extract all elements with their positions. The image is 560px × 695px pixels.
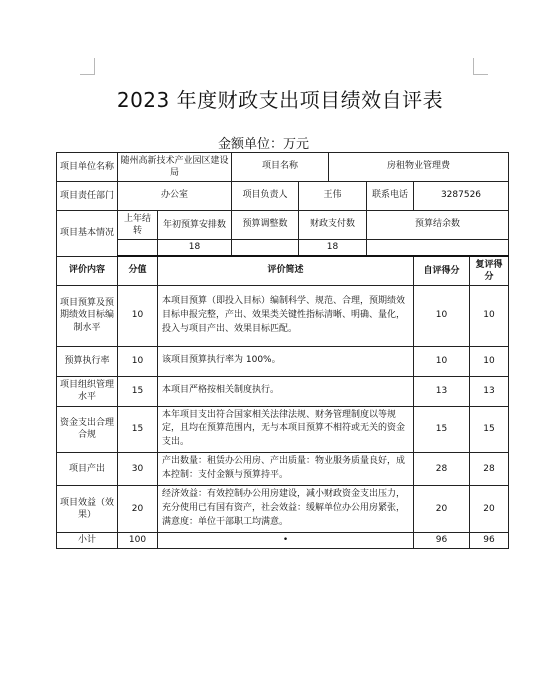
content-header: 评价内容 [57, 256, 118, 285]
table-row [57, 285, 509, 346]
row-score: 15 [118, 406, 158, 453]
balance-label: 预算结余数 [367, 211, 509, 240]
row-content: 预算执行率 [57, 346, 118, 376]
carry-label: 上年结转 [118, 211, 158, 240]
row-summary: 本项目预算（即投入目标）编制科学、规范、合理，预期绩效目标申报完整，产出、效果类关键性指标清晰、明确、量化，投入与项目产出、效果目标匹配。 [158, 285, 414, 346]
person-value: 王伟 [299, 182, 367, 211]
row-self-score: 10 [414, 346, 470, 376]
page-title: 2023 年度财政支出项目绩效自评表 [116, 88, 444, 112]
row-review-score: 10 [470, 346, 509, 376]
balance-value [367, 240, 509, 257]
total-summary: • [158, 533, 414, 549]
row-content: 项目产出 [57, 453, 118, 486]
table-row [57, 486, 509, 533]
amount-unit: 金额单位：万元 [218, 137, 310, 152]
review-score-header: 复评得分 [470, 256, 509, 285]
phone-label: 联系电话 [367, 182, 414, 211]
row-summary: 本项目严格按相关制度执行。 [158, 376, 414, 406]
total-label: 小计 [57, 533, 118, 549]
name-label: 项目名称 [232, 153, 329, 182]
adjust-value [232, 240, 299, 257]
table-row [57, 376, 509, 406]
total-review-score: 96 [470, 533, 509, 549]
dept-value: 办公室 [118, 182, 232, 211]
total-self-score: 96 [414, 533, 470, 549]
info-row-unit [57, 153, 509, 182]
person-label: 项目负责人 [232, 182, 299, 211]
total-score: 100 [118, 533, 158, 549]
row-score: 20 [118, 486, 158, 533]
row-score: 10 [118, 346, 158, 376]
dept-label: 项目责任部门 [57, 182, 118, 211]
row-content: 项目组织管理水平 [57, 376, 118, 406]
row-review-score: 28 [470, 453, 509, 486]
adjust-label: 预算调整数 [232, 211, 299, 240]
row-score: 10 [118, 285, 158, 346]
page-corner-mark-left [80, 58, 95, 75]
row-content: 资金支出合理合规 [57, 406, 118, 453]
paid-label: 财政支付数 [299, 211, 367, 240]
row-review-score: 20 [470, 486, 509, 533]
row-summary: 经济效益：有效控制办公用房建设，减小财政资金支出压力，充分使用已有国有资产，社会效益：缓解单位办公用房紧张，满意度：单位干部职工均满意。 [158, 486, 414, 533]
basic-value-row [57, 240, 509, 257]
unit-value: 随州高新技术产业园区建设局 [118, 153, 232, 182]
carry-value [118, 240, 158, 257]
info-row-dept [57, 182, 509, 211]
phone-value: 3287526 [414, 182, 509, 211]
summary-header: 评价简述 [158, 256, 414, 285]
paid-value: 18 [299, 240, 367, 257]
row-score: 30 [118, 453, 158, 486]
budget-value: 18 [158, 240, 232, 257]
row-review-score: 13 [470, 376, 509, 406]
row-self-score: 13 [414, 376, 470, 406]
row-self-score: 10 [414, 285, 470, 346]
row-review-score: 10 [470, 285, 509, 346]
row-summary: 该项目预算执行率为 100%。 [158, 346, 414, 376]
page-corner-mark-right [473, 58, 488, 75]
row-self-score: 28 [414, 453, 470, 486]
evaluation-table [56, 152, 509, 549]
row-content: 项目预算及预期绩效目标编制水平 [57, 285, 118, 346]
row-summary: 产出数量：租赁办公用房、产出质量：物业服务质量良好，成本控制：支付金额与预算持平。 [158, 453, 414, 486]
row-content: 项目效益（效果） [57, 486, 118, 533]
row-self-score: 15 [414, 406, 470, 453]
budget-label: 年初预算安排数 [158, 211, 232, 240]
score-header: 分值 [118, 256, 158, 285]
row-review-score: 15 [470, 406, 509, 453]
self-score-header: 自评得分 [414, 256, 470, 285]
eval-header-row [57, 256, 509, 285]
unit-label: 项目单位名称 [57, 153, 118, 182]
table-row [57, 346, 509, 376]
row-score: 15 [118, 376, 158, 406]
table-row [57, 406, 509, 453]
row-self-score: 20 [414, 486, 470, 533]
name-value: 房租物业管理费 [329, 153, 509, 182]
basic-header-row [57, 211, 509, 240]
basic-label: 项目基本情况 [57, 211, 118, 257]
row-summary: 本年项目支出符合国家相关法律法规、财务管理制度以等规定，且均在预算范围内，无与本项目预算不相符或无关的资金支出。 [158, 406, 414, 453]
total-row [57, 533, 509, 549]
table-row [57, 453, 509, 486]
